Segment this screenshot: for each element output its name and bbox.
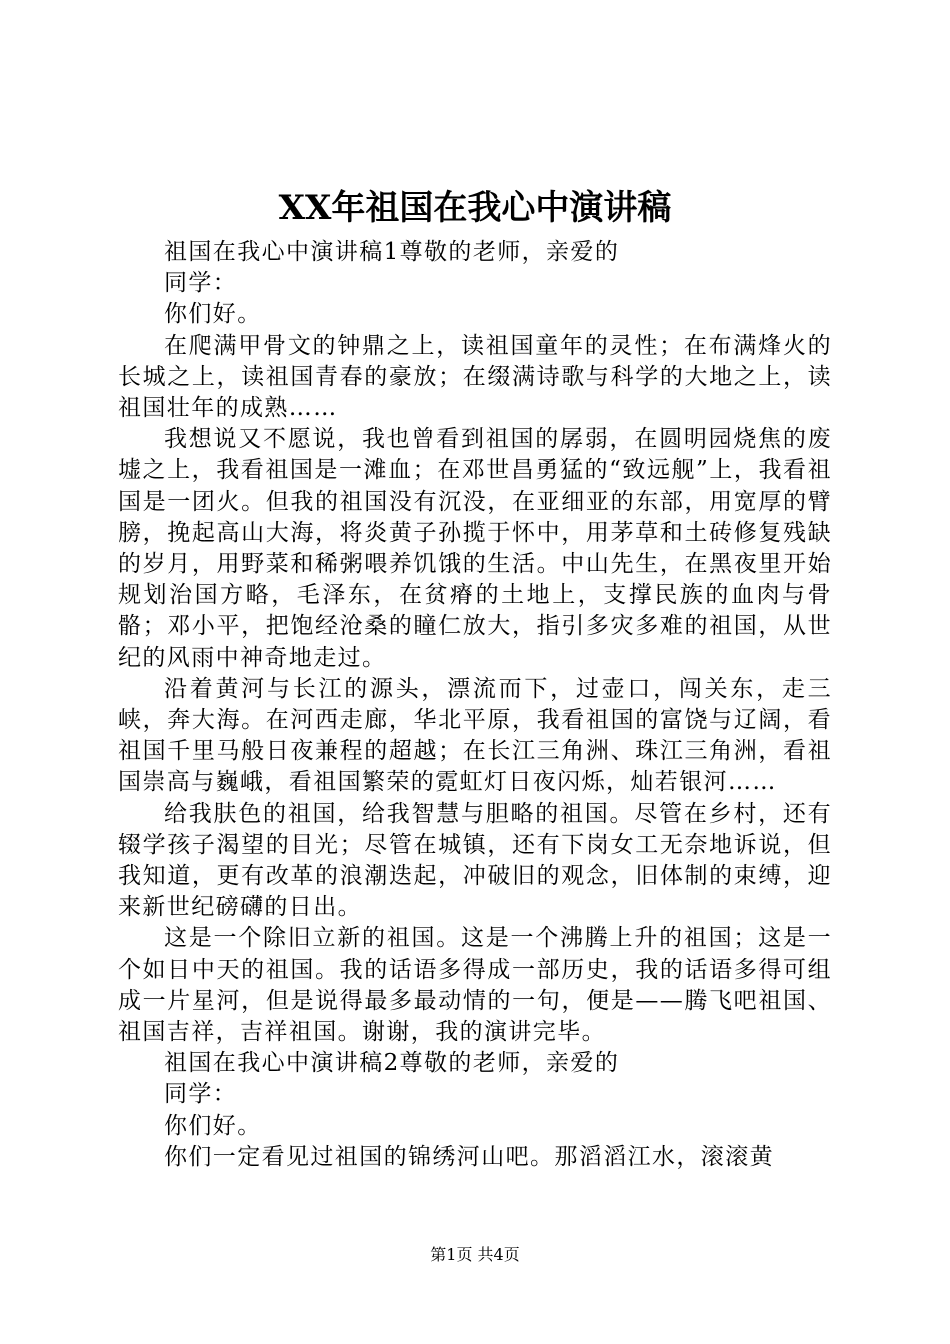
paragraph-body: 我想说又不愿说，我也曾看到祖国的孱弱，在圆明园烧焦的废墟之上，我看祖国是一滩血；在邓世昌勇猛的“致远舰”上，我看祖国是一团火。但我的祖国没有沉没，在亚细亚的东部，用宽厚的臂膀，挽起高山大海，将炎黄子孙揽于怀中，用茅草和土砖修复残缺的岁月，用野菜和稀粥喂养饥饿的生活。中山先生，在黑夜里开始规划治国方略，毛泽东，在贫瘠的土地上，支撑民族的血肉与骨骼；邓小平，把饱经沧桑的瞳仁放大，指引多灾多难的祖国，从世纪的风雨中神奇地走过。: [118, 426, 832, 671]
paragraph-body: 给我肤色的祖国，给我智慧与胆略的祖国。尽管在乡村，还有辍学孩子渴望的目光；尽管在城镇，还有下岗女工无奈地诉说，但我知道，更有改革的浪潮迭起，冲破旧的观念，旧体制的束缚，迎来新世纪磅礴的日出。: [118, 800, 832, 921]
paragraph-body: 在爬满甲骨文的钟鼎之上，读祖国童年的灵性；在布满烽火的长城之上，读祖国青春的豪放；在缀满诗歌与科学的大地之上，读祖国壮年的成熟……: [118, 332, 832, 422]
paragraph-speech1-opening: 祖国在我心中演讲稿1尊敬的老师，亲爱的: [164, 239, 620, 265]
document-title: XX年祖国在我心中演讲稿: [278, 188, 672, 228]
paragraph-body: 这是一个除旧立新的祖国。这是一个沸腾上升的祖国；这是一个如日中天的祖国。我的话语多得成一部历史，我的话语多得可组成一片星河，但是说得最多最动情的一句，便是——腾飞吧祖国、祖国吉祥，吉祥祖国。谢谢，我的演讲完毕。: [118, 925, 832, 1046]
page-number-footer: 第1页 共4页: [430, 1245, 520, 1264]
document-body: [118, 237, 832, 1173]
paragraph-speech2-opening: 祖国在我心中演讲稿2尊敬的老师，亲爱的: [164, 1050, 620, 1077]
paragraph-greeting: 你们好。: [164, 1112, 262, 1139]
paragraph-salutation: 同学：: [164, 1081, 238, 1108]
paragraph-body: 沿着黄河与长江的源头，漂流而下，过壶口，闯关东，走三峡，奔大海。在河西走廊，华北平原，我看祖国的富饶与辽阔，看祖国千里马般日夜兼程的超越；在长江三角洲、珠江三角洲，看祖国崇高与巍峨，看祖国繁荣的霓虹灯日夜闪烁，灿若银河……: [118, 675, 832, 796]
paragraph-body: 你们一定看见过祖国的锦绣河山吧。那滔滔江水，滚滚黄: [164, 1143, 774, 1170]
paragraph-greeting: 你们好。: [164, 301, 262, 328]
paragraph-salutation: 同学：: [164, 270, 238, 297]
